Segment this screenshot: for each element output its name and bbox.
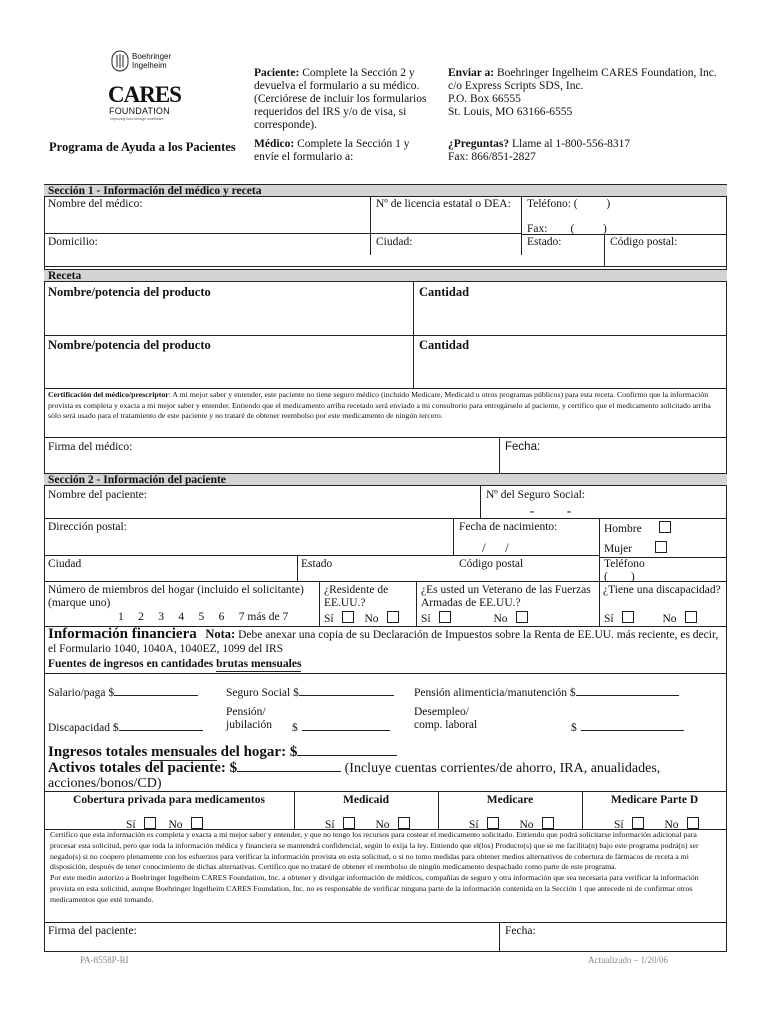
residente-no-checkbox[interactable] — [387, 611, 399, 623]
paciente-label: Paciente: — [254, 67, 300, 79]
pension-alimenticia-field[interactable] — [414, 685, 679, 700]
medico-instructions — [254, 138, 424, 164]
preguntas-block — [448, 138, 728, 164]
residente-no-label: No — [364, 613, 379, 625]
logo — [92, 46, 212, 124]
domicilio-field[interactable]: Domicilio: — [48, 236, 98, 248]
codigo-postal-medico-field[interactable]: Código postal: — [610, 236, 678, 248]
nombre-medico-field[interactable]: Nombre del médico: — [48, 198, 143, 210]
medicaid-header: Medicaid — [343, 794, 389, 806]
cert-paciente-text2: Por este medio autorizo a Boehringer Ingelheim CARES Foundation, Inc. a obtener y divulgar información de médicos, compañías de seguro y otra información que sea necesaria para verificar la información provista en esta solicitud, aunque Boehringer Ingelheim CARES Foundation, Inc. no es responsable de verificar ninguna parte de la información contenida en la Sección 1 que antecede ni de confirmar otros medicamentos que esté tomando. — [50, 873, 699, 904]
activos-label: Activos totales del paciente: $ — [48, 760, 238, 776]
ingresos-prefix: Ingresos totales — [48, 744, 152, 760]
fuentes-prefix: Fuentes de ingresos en cantidades — [48, 658, 217, 670]
discapacidad-options[interactable] — [604, 611, 700, 626]
telefono-paren: ( ) — [604, 571, 635, 583]
seguro-social-ingreso-label: Seguro Social $ — [226, 687, 299, 699]
seguro-social-field[interactable]: Nº del Seguro Social: — [486, 489, 586, 501]
estado-medico-field[interactable]: Estado: — [527, 236, 562, 248]
activos-text: (Incluye cuentas corrientes/de ahorro, IRA, anualidades, acciones/bonos/CD) — [48, 761, 661, 791]
logo-tagline: Improving lives through healthcare — [110, 117, 164, 121]
section1-title: Sección 1 - Información del médico y receta — [44, 184, 727, 197]
boehringer-logo-icon — [110, 50, 130, 72]
nota-text: Debe anexar una copia de su Declaración de Impuestos sobre la Renta de EE.UU. más reciente, es decir, el Formulario 1040, 1040A, 1040EZ, 1099 del IRS — [48, 629, 719, 655]
miembros-hogar-label: Número de miembros del hogar (incluido el solicitante) (marque uno) — [48, 584, 304, 609]
desempleo-label — [414, 706, 477, 732]
cert-paciente-text1: Certifico que esta información es completa y exacta a mi mejor saber y entender, y que no tengo los recursos para costear el medicamento solicitado. Entiendo que podrá solicitarse información adicional para procesar esta solicitud, pero que toda la información médica y financiera se mantendrá confidencial, según lo exija la ley. Entiendo que el(los) Producto(s) que se me facilita(n) bajo este programa podrá(n) ser negado(s) si no coopero plenamente con los esfuerzos para verificar la información provista en esta solicitud, o si no tomo medidas para obtener medios alternativos de cobertura de fármacos de receta a mi disposición, después de tener conocimiento de dichas alternativas. Certifico que no trataré de obtener el reembolso de ningún medicamento despachado como parte de este programa. — [50, 830, 699, 872]
nota-label: Nota: — [205, 627, 236, 641]
hombre-option[interactable] — [604, 521, 674, 536]
medico-text: Complete la Sección 1 y envíe el formulario a: — [254, 138, 410, 163]
veterano-label: ¿Es usted un Veterano de las Fuerzas Armadas de EE.UU.? — [421, 584, 591, 609]
seguro-social-ingreso-field[interactable] — [226, 685, 394, 700]
pension-jubilacion-field[interactable] — [292, 720, 390, 735]
fuentes-heading — [48, 658, 301, 672]
medicare-d-si-checkbox[interactable] — [632, 817, 644, 829]
medicaid-no-checkbox[interactable] — [398, 817, 410, 829]
fax-medico-field[interactable]: Fax: ( ) — [527, 223, 607, 235]
direccion-field[interactable]: Dirección postal: — [48, 521, 127, 533]
residente-label: ¿Residente de EE.UU.? — [324, 584, 389, 609]
pension-alimenticia-label: Pensión alimenticia/manutención $ — [414, 687, 576, 699]
medicare-si-checkbox[interactable] — [487, 817, 499, 829]
ingresos-suffix: del hogar: $ — [216, 744, 298, 760]
certificacion-medico — [48, 390, 722, 422]
financiera-title: Información financiera — [48, 626, 197, 642]
medicare-d-no-label: No — [664, 819, 679, 831]
codigo-postal-paciente-field[interactable]: Código postal — [459, 558, 524, 570]
form-code: PA-8558P-RI — [80, 955, 129, 965]
salario-label: Salario/paga $ — [48, 687, 115, 699]
desempleo-line2: comp. laboral — [414, 719, 478, 731]
pension-jub-line1: Pensión/ — [226, 706, 266, 718]
discapacidad-ingreso-field[interactable] — [48, 720, 203, 735]
discapacidad-label: ¿Tiene una discapacidad? — [603, 584, 721, 596]
mujer-checkbox[interactable] — [655, 541, 667, 553]
cert-medico-text: : A mi mejor saber y entender, este paciente no tiene seguro médico (incluido Medicare, Medicaid u otros programas públicos) para esta receta. Confirmo que la información provista es completa y exacta a mi mejor saber y entender. Entiendo que el medicamento arriba recetado será enviado a mi consultorio para entregárselo al paciente, y certifico que el medicamento solicitado arriba sólo será usado para el tratamiento de este paciente y no trataré de obtener reembolso por este medicamento de ningún tercero. — [48, 390, 711, 420]
medicare-d-si-label: Sí — [614, 819, 624, 831]
ciudad-paciente-field[interactable]: Ciudad — [48, 558, 82, 570]
pension-jub-line2: jubilación — [226, 719, 272, 731]
desempleo-dollar: $ — [571, 722, 577, 734]
hombre-checkbox[interactable] — [659, 521, 671, 533]
discapacidad-no-checkbox[interactable] — [685, 611, 697, 623]
enviar-label: Enviar a: — [448, 67, 495, 79]
preguntas-phone: Llame al 1-800-556-8317 — [512, 138, 631, 150]
desempleo-line1: Desempleo/ — [414, 706, 469, 718]
enviar-line-3: St. Louis, MO 63166-6555 — [448, 106, 573, 118]
preguntas-label: ¿Preguntas? — [448, 138, 510, 150]
cert-medico-label: Certificación del médico/prescriptor — [48, 390, 169, 399]
enviar-block — [448, 67, 728, 119]
ingresos-bold: mensuales — [151, 744, 217, 760]
privada-no-checkbox[interactable] — [191, 817, 203, 829]
producto-2-field[interactable]: Nombre/potencia del producto — [48, 338, 211, 352]
medicare-d-header: Medicare Parte D — [610, 794, 699, 806]
cantidad-1-field[interactable]: Cantidad — [419, 285, 470, 299]
ciudad-medico-field[interactable]: Ciudad: — [376, 236, 413, 248]
discapacidad-no-label: No — [662, 613, 677, 625]
veterano-no-label: No — [493, 613, 508, 625]
logo-cares: CARES — [108, 82, 181, 107]
residente-si-label: Sí — [324, 613, 334, 625]
firma-paciente-field[interactable]: Firma del paciente: — [48, 925, 137, 937]
cobertura-privada-header: Cobertura privada para medicamentos — [73, 794, 265, 806]
pension-jub-dollar: $ — [292, 722, 298, 734]
fuentes-bold: brutas mensuales — [216, 658, 302, 670]
medicaid-si-checkbox[interactable] — [343, 817, 355, 829]
enviar-line-1: c/o Express Scripts SDS, Inc. — [448, 80, 584, 92]
desempleo-field[interactable] — [571, 720, 684, 735]
miembros-hogar-options[interactable]: 1 2 3 4 5 6 7 más de 7 — [118, 611, 289, 623]
producto-1-field[interactable]: Nombre/potencia del producto — [48, 285, 211, 299]
estado-paciente-field[interactable]: Estado — [301, 558, 333, 570]
veterano-no-checkbox[interactable] — [516, 611, 528, 623]
privada-no-label: No — [168, 819, 183, 831]
nombre-paciente-field[interactable]: Nombre del paciente: — [48, 489, 147, 501]
financiera-block — [48, 627, 724, 656]
paciente-instructions — [254, 67, 434, 132]
pension-jubilacion-label — [226, 706, 272, 732]
program-title: Programa de Ayuda a los Pacientes — [49, 140, 236, 154]
section2-title: Sección 2 - Información del paciente — [44, 473, 727, 486]
fecha-paciente-field[interactable]: Fecha: — [505, 925, 536, 937]
telefono-medico-field[interactable]: Teléfono: ( ) — [527, 198, 611, 210]
paciente-text: Complete la Sección 2 y devuelva el formulario a su médico. (Cerciórese de incluir los formularios requeridos del IRS y/o de visa, si corresponde). — [254, 67, 427, 131]
preguntas-fax: Fax: 866/851-2827 — [448, 151, 536, 163]
fecha-slashes: / / — [482, 540, 509, 555]
updated-date: Actualizado – 1/20/06 — [588, 955, 668, 965]
veterano-si-label: Sí — [421, 613, 431, 625]
ss-dashes: - - — [530, 503, 572, 518]
veterano-options[interactable] — [421, 611, 531, 626]
mujer-option[interactable] — [604, 541, 670, 556]
medicare-no-label: No — [519, 819, 534, 831]
privada-si-label: Sí — [126, 819, 136, 831]
enviar-line-0: Boehringer Ingelheim CARES Foundation, Inc. — [497, 67, 717, 79]
medicare-header: Medicare — [486, 794, 534, 806]
cantidad-2-field[interactable]: Cantidad — [419, 338, 470, 352]
logo-foundation: FOUNDATION — [109, 106, 170, 116]
veterano-si-checkbox[interactable] — [439, 611, 451, 623]
enviar-line-2: P.O. Box 66555 — [448, 93, 521, 105]
medicaid-no-label: No — [375, 819, 390, 831]
licencia-field[interactable]: Nº de licencia estatal o DEA: — [376, 198, 511, 210]
residente-options[interactable] — [324, 611, 402, 626]
fecha-medico-field[interactable]: Fecha: — [505, 441, 541, 453]
firma-medico-field[interactable]: Firma del médico: — [48, 441, 133, 453]
telefono-paciente-field[interactable]: Teléfono — [604, 558, 645, 570]
mujer-label: Mujer — [604, 543, 633, 555]
medicare-si-label: Sí — [469, 819, 479, 831]
discapacidad-si-label: Sí — [604, 613, 614, 625]
salario-field[interactable] — [48, 685, 198, 700]
hombre-label: Hombre — [604, 523, 642, 535]
fecha-nacimiento-field[interactable]: Fecha de nacimiento: — [459, 521, 558, 533]
activos-totales-field[interactable] — [48, 759, 724, 791]
discapacidad-ingreso-label: Discapacidad $ — [48, 722, 119, 734]
medicaid-si-label: Sí — [325, 819, 335, 831]
residente-si-checkbox[interactable] — [342, 611, 354, 623]
medico-label: Médico: — [254, 138, 295, 150]
discapacidad-si-checkbox[interactable] — [622, 611, 634, 623]
logo-company: Boehringer Ingelheim — [132, 52, 172, 70]
certificacion-paciente — [50, 830, 722, 906]
receta-title: Receta — [44, 269, 727, 282]
privada-si-checkbox[interactable] — [144, 817, 156, 829]
medicare-no-checkbox[interactable] — [542, 817, 554, 829]
medicare-d-no-checkbox[interactable] — [687, 817, 699, 829]
